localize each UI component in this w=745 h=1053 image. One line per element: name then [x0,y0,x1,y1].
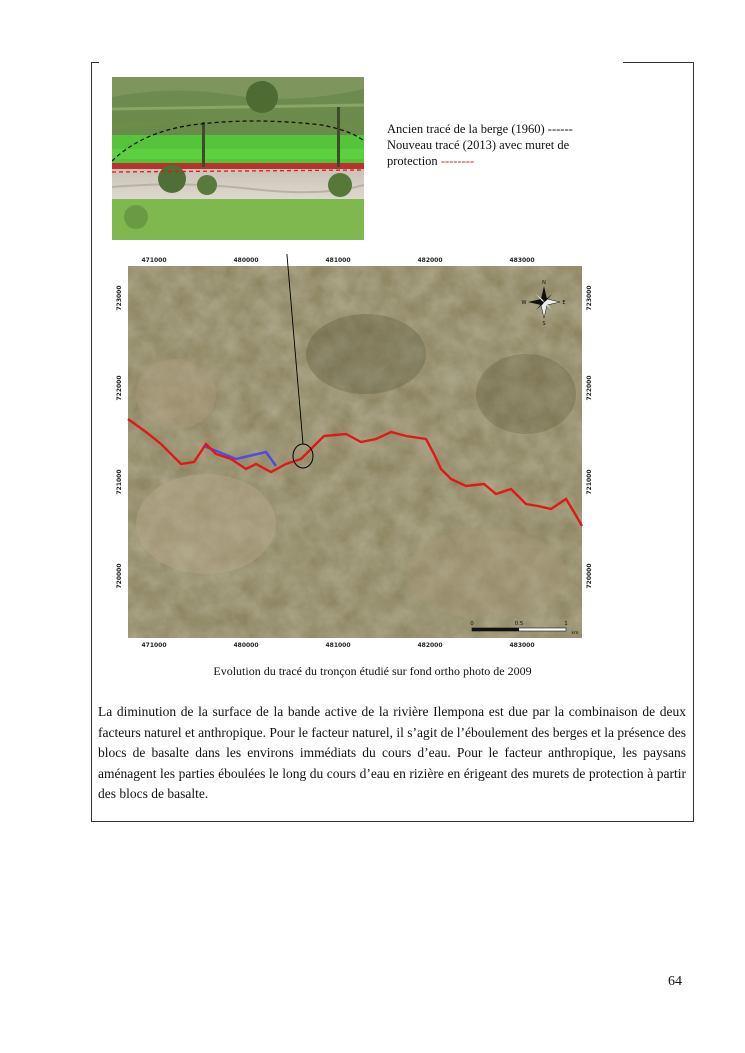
svg-text:722000: 722000 [586,375,593,401]
svg-text:0.5: 0.5 [514,621,524,627]
legend-old-bank: Ancien tracé de la berge (1960) ------ [387,122,573,136]
svg-text:N: N [542,280,546,286]
field-photo [112,77,364,240]
svg-text:W: W [521,300,527,306]
y-ticks-left [116,285,123,588]
svg-text:480000: 480000 [233,642,259,649]
frame-top-left [91,62,99,63]
legend-protection-label: protection [387,154,438,168]
figure-legend [387,121,617,169]
body-paragraph: La diminution de la surface de la bande active de la rivière Ilempona est due par la combinaison de deux facteurs naturel et anthropique. Pour le facteur naturel, il s’agit de l’éboulement des berges et la présence des blocs de basalte dans les environs immédiats du cours d’eau. Pour le facteur anthropique, les paysans aménagent les parties éboulées le long du cours d’eau en rizière en érigeant des murets de protection à partir des blocs de basalte. [98,704,686,801]
svg-text:481000: 481000 [325,642,351,649]
svg-text:471000: 471000 [141,257,167,264]
svg-text:720000: 720000 [586,563,593,589]
svg-text:1: 1 [564,621,568,627]
svg-text:723000: 723000 [116,285,123,311]
svg-text:S: S [542,321,546,327]
svg-text:482000: 482000 [417,642,443,649]
svg-text:471000: 471000 [141,642,167,649]
x-ticks-bottom [141,642,534,649]
svg-text:km: km [571,631,579,636]
page-number: 64 [668,974,682,989]
svg-text:483000: 483000 [509,642,535,649]
svg-text:720000: 720000 [116,563,123,589]
x-ticks-top [141,257,534,264]
svg-text:0: 0 [470,621,474,627]
legend-red-dash: -------- [437,154,475,168]
svg-text:481000: 481000 [325,257,351,264]
frame-left [91,62,92,822]
svg-text:721000: 721000 [116,469,123,495]
svg-text:722000: 722000 [116,375,123,401]
frame-right [693,62,694,822]
svg-text:721000: 721000 [586,469,593,495]
orthophoto-map [106,254,606,650]
figure-caption: Evolution du tracé du tronçon étudié sur fond ortho photo de 2009 [213,664,532,678]
svg-text:E: E [562,300,566,306]
svg-text:482000: 482000 [417,257,443,264]
svg-text:480000: 480000 [233,257,259,264]
y-ticks-right [586,285,593,588]
svg-text:483000: 483000 [509,257,535,264]
svg-text:723000: 723000 [586,285,593,311]
legend-protection [387,153,617,169]
legend-new-bank: Nouveau tracé (2013) avec muret de [387,138,570,152]
frame-top-right [623,62,694,63]
frame-bottom [91,821,694,822]
